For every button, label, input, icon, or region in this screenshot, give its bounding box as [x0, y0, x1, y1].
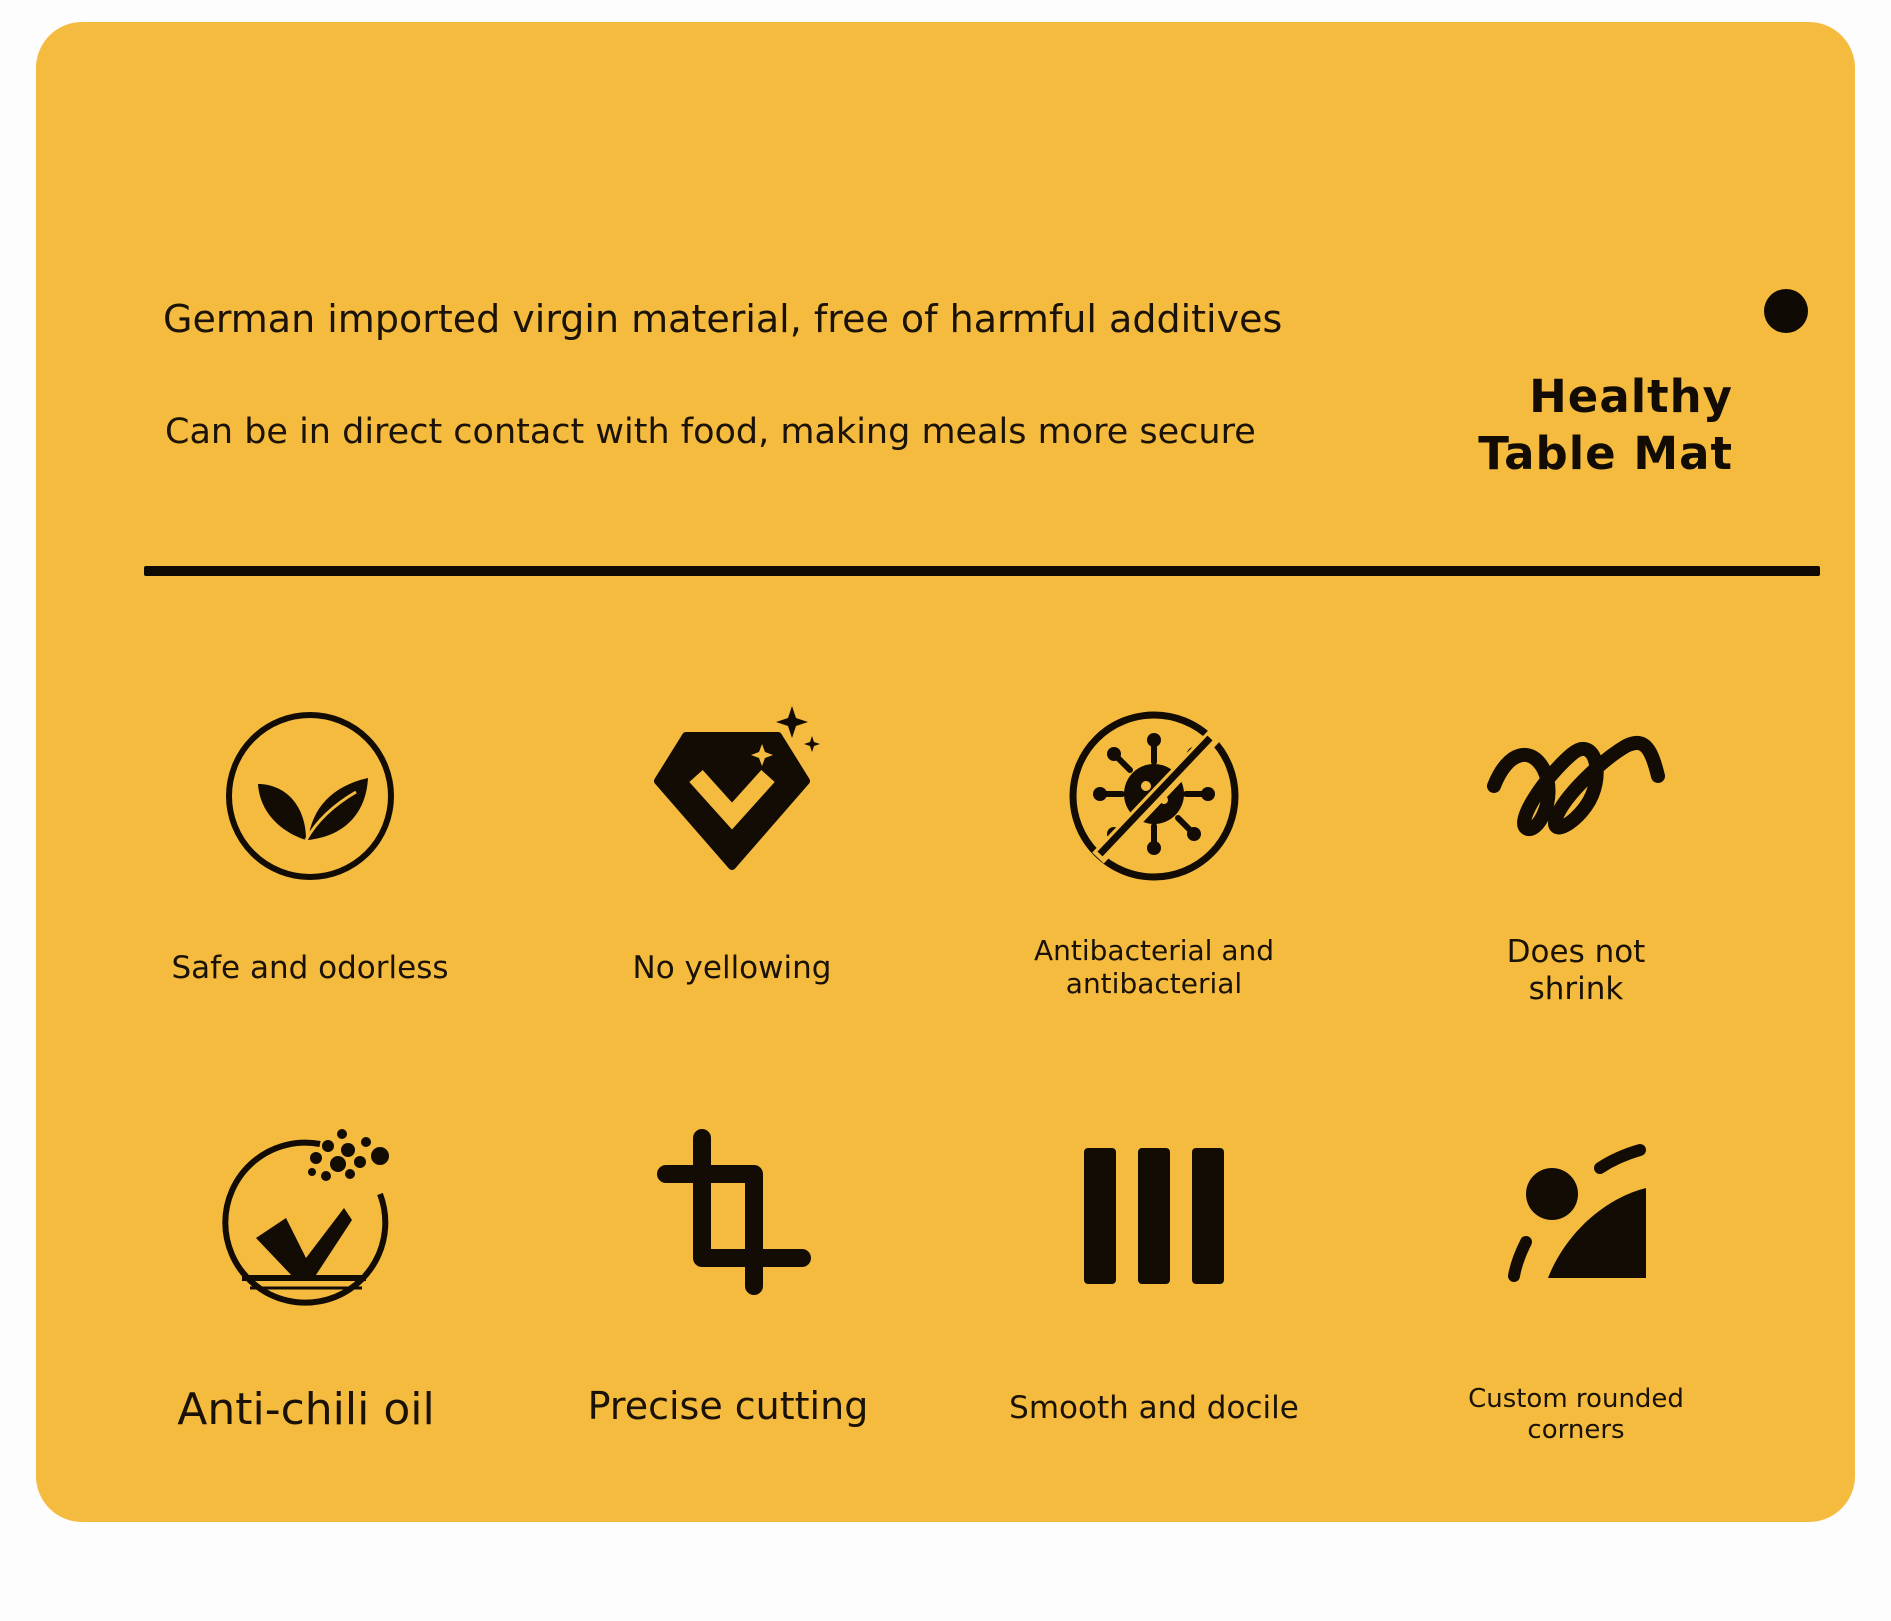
feature-label-line-1: Custom rounded	[1468, 1384, 1684, 1414]
feature-no-yellowing	[532, 706, 932, 986]
leaf-circle-icon	[220, 706, 400, 886]
check-splash-icon	[216, 1128, 396, 1308]
feature-label-line-2: shrink	[1528, 971, 1624, 1007]
heading-title	[1478, 368, 1733, 482]
feature-card	[36, 22, 1855, 1522]
feature-precise-cutting	[528, 1128, 928, 1428]
heading-line-1: Healthy	[1529, 370, 1733, 423]
crop-icon	[638, 1128, 818, 1308]
intro-line-1: German imported virgin material, free of harmful additives	[163, 297, 1283, 341]
feature-label: Anti-chili oil	[177, 1384, 435, 1435]
intro-line-2: Can be in direct contact with food, making meals more secure	[165, 412, 1256, 452]
diamond-icon	[642, 706, 822, 886]
feature-does-not-shrink	[1376, 706, 1776, 1007]
feature-smooth-docile	[954, 1128, 1354, 1426]
feature-label-line-2: corners	[1527, 1415, 1625, 1445]
wave-icon	[1486, 706, 1666, 886]
feature-safe-odorless	[110, 706, 510, 986]
feature-antibacterial	[954, 706, 1354, 1000]
feature-label	[954, 934, 1354, 1000]
bullet-dot	[1764, 289, 1808, 333]
bars-icon	[1064, 1128, 1244, 1308]
feature-label: No yellowing	[632, 950, 832, 986]
feature-label	[1376, 1384, 1776, 1446]
feature-label	[1376, 934, 1776, 1008]
heading-line-2: Table Mat	[1478, 427, 1733, 480]
divider	[144, 566, 1820, 576]
rounded-corner-icon	[1486, 1128, 1666, 1308]
feature-label: Safe and odorless	[171, 950, 449, 986]
feature-label-line-1: Antibacterial and	[1034, 934, 1274, 967]
feature-label: Smooth and docile	[1009, 1390, 1299, 1426]
feature-label-line-2: antibacterial	[1065, 967, 1243, 1000]
feature-custom-rounded-corners	[1376, 1128, 1776, 1445]
feature-label: Precise cutting	[587, 1384, 869, 1428]
feature-anti-chili-oil	[106, 1128, 506, 1435]
no-bacteria-icon	[1064, 706, 1244, 886]
feature-label-line-1: Does not	[1506, 934, 1646, 970]
